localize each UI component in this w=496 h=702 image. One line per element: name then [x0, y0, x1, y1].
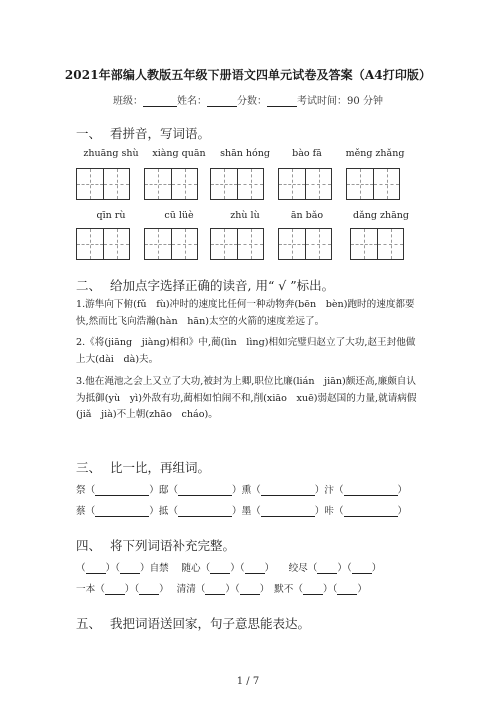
- pinyin-2: xiàng quān: [152, 148, 206, 159]
- section-5-heading: 五、 我把词语送回家，句子意思能表达。: [76, 616, 311, 631]
- pinyin-1: zhuāng shù: [83, 148, 139, 159]
- answer-grid[interactable]: [350, 228, 404, 260]
- answer-blank[interactable]: [261, 484, 315, 496]
- student-info-line: [0, 92, 496, 107]
- answer-blank[interactable]: [240, 583, 260, 595]
- page-title: 2021年部编人教版五年级下册语文四单元试卷及答案（A4打印版）: [64, 68, 432, 82]
- section-4-heading: 四、 将下列词语补充完整。: [76, 538, 236, 553]
- fill-row-2: 一本（ ）（ ） 清清（ ）（ ） 默不（ ）（ ）: [76, 584, 367, 595]
- answer-blank[interactable]: [178, 484, 232, 496]
- answer-blank[interactable]: [205, 583, 225, 595]
- answer-grid[interactable]: [76, 168, 130, 200]
- answer-grid[interactable]: [346, 168, 400, 200]
- answer-blank[interactable]: [95, 505, 149, 517]
- answer-blank[interactable]: [303, 583, 323, 595]
- answer-blank[interactable]: [210, 562, 230, 574]
- pinyin-6: qīn rù: [96, 210, 126, 221]
- name-label: 姓名：: [177, 96, 208, 107]
- class-label: 班级：: [113, 96, 144, 107]
- compare-row-2: 蔡（ ）抵（ ）墨（ ）咔（ ）: [76, 506, 408, 517]
- answer-blank[interactable]: [261, 505, 315, 517]
- pinyin-9: ān bǎo: [290, 210, 324, 221]
- answer-grid[interactable]: [278, 228, 332, 260]
- pinyin-8: zhù lù: [230, 210, 260, 221]
- question-2-1: 1.游隼向下俯(fǔ fù)冲时的速度比任何一种动物奔(bēn bèn)跑时的速度都要快,然而比飞向浩瀚(hàn hān)太空的火箭的速度差远了。: [76, 299, 415, 327]
- name-blank: [207, 95, 237, 107]
- pinyin-5: měng zhǎng: [345, 148, 405, 159]
- question-2-2: 2.《将(jiāng jiàng)相和》中,蔺(lìn lìng)相如完璧归赵立了大功,赵王封他做上大(dài dà)夫。: [76, 337, 416, 365]
- score-label: 分数：: [237, 96, 268, 107]
- answer-blank[interactable]: [245, 562, 265, 574]
- answer-grid[interactable]: [210, 228, 264, 260]
- answer-grid[interactable]: [210, 168, 264, 200]
- compare-row-1: 祭（ ）邸（ ）熏（ ）汴（ ）: [76, 485, 408, 496]
- question-2-3: 3.他在渑池之会上又立了大功,被封为上卿,职位比廉(lián jiān)颇还高,廉颇自认为抵御(yù yì)外敌有功,蔺相如怕闹不和,削(xiāo xuē)弱赵国的力量,就请病假(jiǎ jià)不上朝(zhāo cháo)。: [76, 376, 417, 420]
- pinyin-3: shān hóng: [220, 148, 270, 159]
- answer-blank[interactable]: [139, 583, 159, 595]
- answer-blank[interactable]: [337, 583, 357, 595]
- section-2-heading: 二、 给加点字选择正确的读音, 用“ √ ”标出。: [76, 278, 335, 293]
- answer-grid[interactable]: [76, 228, 130, 260]
- answer-blank[interactable]: [317, 562, 337, 574]
- class-blank: [143, 95, 177, 107]
- answer-blank[interactable]: [86, 562, 106, 574]
- answer-blank[interactable]: [344, 505, 398, 517]
- pinyin-10: dǎng zhāng: [353, 210, 409, 221]
- score-blank: [267, 95, 297, 107]
- answer-grid[interactable]: [278, 168, 332, 200]
- pinyin-7: cū lüè: [164, 210, 194, 221]
- answer-blank[interactable]: [178, 505, 232, 517]
- answer-grid[interactable]: [144, 228, 198, 260]
- section-3-heading: 三、 比一比，再组词。: [76, 460, 211, 475]
- exam-time: 考试时间：90 分钟: [297, 96, 383, 107]
- pinyin-4: bào fā: [292, 148, 322, 159]
- answer-blank[interactable]: [344, 484, 398, 496]
- answer-blank[interactable]: [352, 562, 372, 574]
- section-1-heading: 一、 看拼音，写词语。: [76, 126, 211, 141]
- answer-blank[interactable]: [120, 562, 140, 574]
- answer-grid[interactable]: [144, 168, 198, 200]
- answer-blank[interactable]: [95, 484, 149, 496]
- fill-row-1: （ ）（ ）自禁 随心（ ）（ ） 绞尽（ ）（ ）: [76, 563, 382, 574]
- answer-blank[interactable]: [105, 583, 125, 595]
- page-number: 1 / 7: [236, 676, 260, 687]
